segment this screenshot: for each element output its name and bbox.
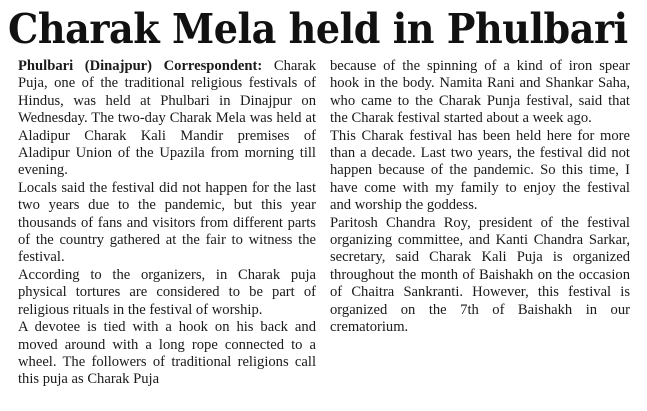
article-paragraph: Locals said the festival did not happen for the last two years due to the pandemic, but this year thousands of fans and visitors from different parts of the country gathered at the fair to witness the festival. (18, 179, 316, 266)
article-paragraph (18, 58, 316, 180)
article-column-right (330, 58, 630, 337)
article-paragraph: Paritosh Chandra Roy, president of the festival organizing committee, and Kanti Chandra Sarkar, secretary, said Charak Kali Puja is organized throughout the month of Baishakh on the occasion of Chaitra Sankranti. However, this festival is organized on the 7th of Baishakh in our crematorium. (330, 214, 630, 336)
article-paragraph: This Charak festival has been held here for more than a decade. Last two years, the festival did not happen because of the pandemic. So this time, I have come with my family to enjoy the festival and worship the goddess. (330, 127, 630, 214)
article-paragraph: According to the organizers, in Charak puja physical tortures are considered to be part of religious rituals in the festival of worship. (18, 266, 316, 318)
dateline: Phulbari (Dinajpur) Correspondent: (18, 58, 263, 74)
headline: Charak Mela held in Phulbari (8, 5, 628, 53)
article-paragraph: because of the spinning of a kind of iron spear hook in the body. Namita Rani and Shankar Saha, who came to the Charak Punja festival, said that the Charak festival started about a week ago. (330, 58, 630, 127)
article-column-left (18, 58, 316, 389)
article-paragraph: A devotee is tied with a hook on his back and moved around with a long rope connected to a wheel. The followers of traditional religions call this puja as Charak Puja (18, 319, 316, 388)
paragraph-text: Charak Puja, one of the traditional religious festivals of Hindus, was held at Phulbari in Dinajpur on Wednesday. The two-day Charak Mela was held at Aladipur Charak Kali Mandir premises of Aladipur Union of the Upazila from morning till evening. (18, 58, 316, 179)
